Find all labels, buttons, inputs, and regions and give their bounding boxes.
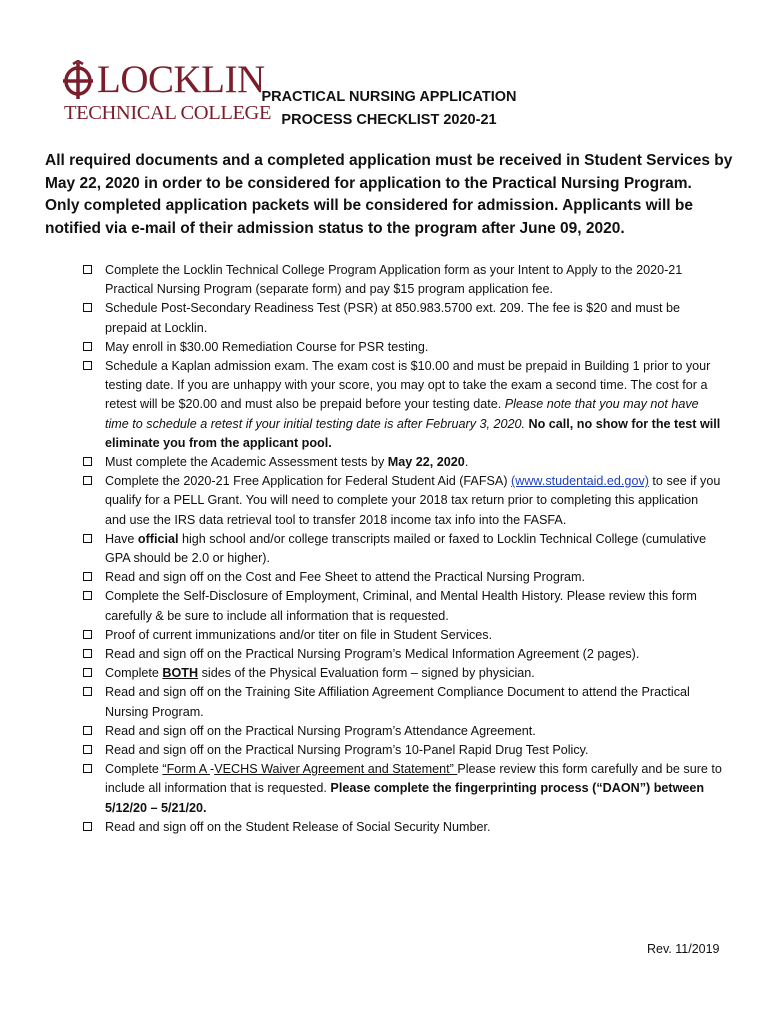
logo-wordmark: LOCKLIN <box>97 58 265 101</box>
item-text: sides of the Physical Evaluation form – signed by physician. <box>198 666 535 681</box>
revision-date: Rev. 11/2019 <box>647 942 720 956</box>
checklist-item <box>82 299 722 337</box>
item-italic-note: Please note that you may not have time to schedule a retest if your initial testing date is after February 3, 2020. <box>105 397 699 431</box>
checkbox[interactable] <box>83 476 92 485</box>
item-text: May enroll in $30.00 Remediation Course for PSR testing. <box>105 339 429 354</box>
compass-emblem-icon <box>62 60 96 100</box>
locklin-logo <box>62 58 272 130</box>
item-text: Complete the Self-Disclosure of Employment, Criminal, and Mental Health History. Please review this form carefully & be sure to include all information that is requested. <box>105 589 697 623</box>
item-text: Must complete the Academic Assessment tests by <box>105 455 388 470</box>
checklist-item <box>82 357 722 453</box>
checkbox[interactable] <box>83 457 92 466</box>
item-text: Proof of current immunizations and/or titer on file in Student Services. <box>105 627 493 642</box>
checklist-item <box>82 741 722 760</box>
item-text: high school and/or college transcripts mailed or faxed to Locklin Technical College (cumulative GPA should be 2.0 or higher). <box>105 531 707 566</box>
item-text: Read and sign off on the Practical Nursing Program’s Medical Information Agreement (2 pages). <box>105 647 640 662</box>
item-text: to see if you qualify for a PELL Grant. You will need to complete your 2018 tax return prior to completing this application and use the IRS data retrieval tool to transfer 2018 income tax info into the FASFA. <box>105 474 721 527</box>
checkbox[interactable] <box>83 668 92 677</box>
item-text: Schedule a Kaplan admission exam. The exam cost is $10.00 and must be prepaid in Building 1 prior to your testing date. If you are unhappy with your score, you may opt to take the exam a second time. The cost for a retest will be $20.00 and must also be prepaid before your testing date. <box>105 359 711 412</box>
item-text: Read and sign off on the Cost and Fee Sheet to attend the Practical Nursing Program. <box>105 570 586 585</box>
logo-subtitle: TECHNICAL COLLEGE <box>64 102 272 124</box>
checklist-item <box>82 626 722 645</box>
checkbox[interactable] <box>83 572 92 581</box>
checkbox[interactable] <box>83 630 92 639</box>
checkbox[interactable] <box>83 687 92 696</box>
checkbox[interactable] <box>83 822 92 831</box>
item-text: Have <box>105 531 138 546</box>
item-bold-warning: No call, no show for the test will eliminate you from the applicant pool. <box>105 416 721 450</box>
checkbox[interactable] <box>83 649 92 658</box>
item-text: Schedule Post-Secondary Readiness Test (PSR) at 850.983.5700 ext. 209. The fee is $20 and must be prepaid at Locklin. <box>105 301 681 335</box>
checkbox[interactable] <box>83 764 92 773</box>
checklist <box>82 261 722 837</box>
checkbox[interactable] <box>83 303 92 312</box>
item-text: . <box>464 455 469 470</box>
checklist-item <box>82 472 722 530</box>
checklist-item <box>82 530 722 568</box>
item-text: Please review this form carefully and be sure to include all information that is requested. <box>105 762 722 796</box>
form-a-reference: “Form A <box>162 762 210 777</box>
item-text: Read and sign off on the Training Site Affiliation Agreement Compliance Document to attend the Practical Nursing Program. <box>105 685 690 719</box>
checklist-item <box>82 645 722 664</box>
vechs-waiver-reference: VECHS Waiver Agreement and Statement” <box>214 762 458 777</box>
checklist-item <box>82 818 722 837</box>
item-bold-word: official <box>137 531 179 546</box>
checkbox[interactable] <box>83 265 92 274</box>
logo-top-row <box>62 58 265 102</box>
intro-paragraph-1: All required documents and a completed application must be received in Student Services by May 22, 2020 in order to be considered for application to the Practical Nursing Program. <box>45 152 733 192</box>
item-text: Read and sign off on the Practical Nursing Program’s Attendance Agreement. <box>105 723 536 738</box>
checkbox[interactable] <box>83 361 92 370</box>
item-bold-underline: BOTH <box>162 666 199 681</box>
checkbox[interactable] <box>83 726 92 735</box>
checklist-item <box>82 664 722 683</box>
checkbox[interactable] <box>83 534 92 543</box>
item-text: - <box>210 762 215 777</box>
checkbox[interactable] <box>83 745 92 754</box>
fingerprinting-note: Please complete the fingerprinting process (“DAON”) between 5/12/20 – 5/21/20. <box>105 781 705 815</box>
checklist-item <box>82 261 722 299</box>
checkbox[interactable] <box>83 591 92 600</box>
item-text: Complete the Locklin Technical College Program Application form as your Intent to Apply to the 2020-21 Practical Nursing Program (separate form) and pay $15 program application fee. <box>105 263 683 297</box>
item-text: Read and sign off on the Student Release of Social Security Number. <box>105 819 491 834</box>
checklist-item <box>82 453 722 472</box>
item-text: Complete <box>105 762 163 777</box>
checklist-item <box>82 568 722 587</box>
item-deadline: May 22, 2020 <box>387 455 465 470</box>
intro-notice <box>45 150 735 240</box>
item-text: Complete <box>105 666 163 681</box>
fafsa-link[interactable]: (www.studentaid.ed.gov) <box>511 474 649 489</box>
item-text: Complete the 2020-21 Free Application for Federal Student Aid (FAFSA) <box>105 474 512 489</box>
checklist-item <box>82 587 722 625</box>
checklist-item <box>82 722 722 741</box>
intro-paragraph-2: Only completed application packets will be considered for admission. Applicants will be notified via e-mail of their admission status to the program after June 09, 2020. <box>45 197 693 237</box>
page-title <box>253 86 525 132</box>
title-line-1: PRACTICAL NURSING APPLICATION <box>261 89 517 105</box>
checklist-item <box>82 338 722 357</box>
title-line-2: PROCESS CHECKLIST 2020-21 <box>281 112 497 128</box>
checkbox[interactable] <box>83 342 92 351</box>
item-text: Read and sign off on the Practical Nursing Program’s 10-Panel Rapid Drug Test Policy. <box>105 743 589 758</box>
checklist-item <box>82 683 722 721</box>
checklist-item <box>82 760 722 818</box>
